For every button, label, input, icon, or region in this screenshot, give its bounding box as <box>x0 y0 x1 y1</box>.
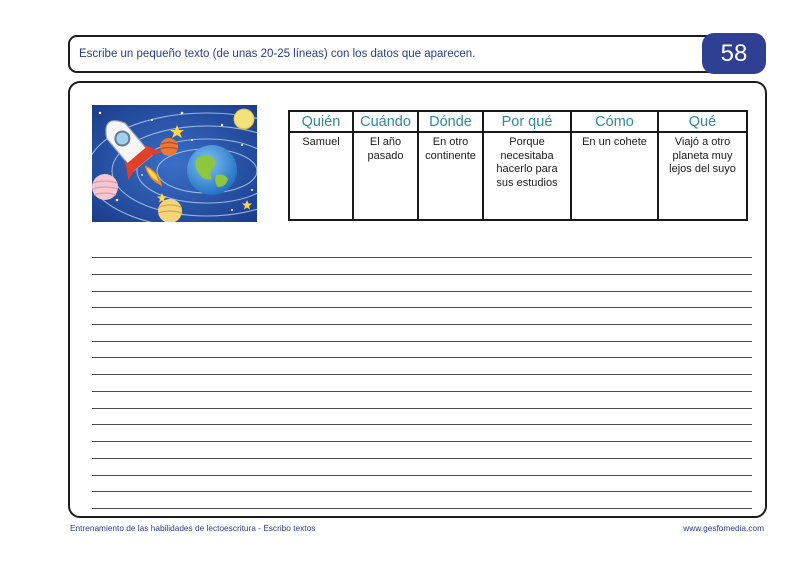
header-por-que: Por qué <box>483 111 571 132</box>
writing-line[interactable] <box>92 441 752 442</box>
footer-left: Entrenamiento de las habilidades de lectoescritura - Escribo textos <box>70 523 316 533</box>
cell-donde: En otro continente <box>418 132 483 220</box>
writing-line[interactable] <box>92 424 752 425</box>
data-table <box>288 110 748 221</box>
cell-cuando: El año pasado <box>353 132 418 220</box>
writing-line[interactable] <box>92 291 752 292</box>
cell-por-que: Porque necesitaba hacerlo para sus estudios <box>483 132 571 220</box>
writing-line[interactable] <box>92 508 752 509</box>
instruction-box <box>68 35 765 73</box>
writing-line[interactable] <box>92 408 752 409</box>
page-number-badge: 58 <box>702 33 766 74</box>
writing-line[interactable] <box>92 324 752 325</box>
cell-quien: Samuel <box>289 132 353 220</box>
writing-line[interactable] <box>92 458 752 459</box>
writing-line[interactable] <box>92 341 752 342</box>
writing-line[interactable] <box>92 257 752 258</box>
writing-line[interactable] <box>92 391 752 392</box>
instruction-text: Escribe un pequeño texto (de unas 20-25 líneas) con los datos que aparecen. <box>79 48 476 60</box>
header-como: Cómo <box>571 111 658 132</box>
writing-line[interactable] <box>92 475 752 476</box>
table-header-row <box>289 111 747 132</box>
writing-line[interactable] <box>92 307 752 308</box>
writing-line[interactable] <box>92 274 752 275</box>
rocket-space-illustration <box>92 105 257 222</box>
header-cuando: Cuándo <box>353 111 418 132</box>
header-donde: Dónde <box>418 111 483 132</box>
footer-right[interactable]: www.gesfomedia.com <box>683 523 764 533</box>
table-row <box>289 132 747 220</box>
writing-line[interactable] <box>92 357 752 358</box>
writing-line[interactable] <box>92 491 752 492</box>
cell-que: Viajó a otro planeta muy lejos del suyo <box>658 132 747 220</box>
cell-como: En un cohete <box>571 132 658 220</box>
header-que: Qué <box>658 111 747 132</box>
writing-line[interactable] <box>92 374 752 375</box>
header-quien: Quién <box>289 111 353 132</box>
